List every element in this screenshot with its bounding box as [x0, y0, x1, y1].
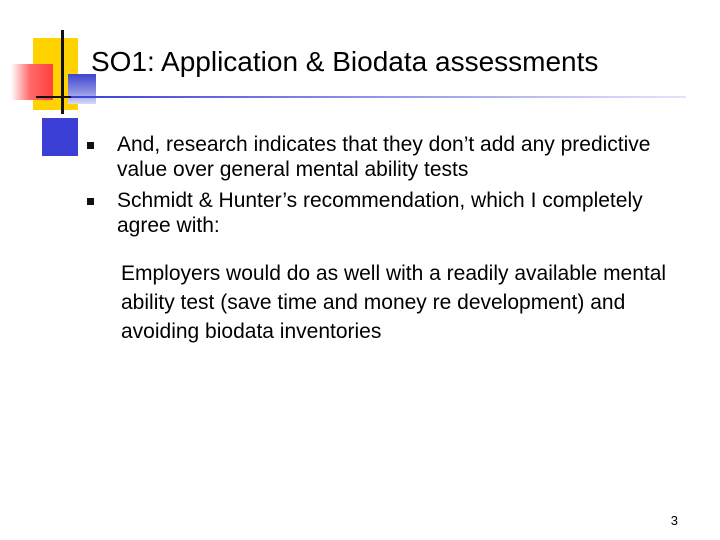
- decorative-vertical-line: [61, 30, 64, 114]
- bullet-item: [84, 188, 684, 238]
- bullet-text: Schmidt & Hunter’s recommendation, which I completely agree with:: [117, 189, 643, 237]
- bullet-item: [84, 132, 684, 182]
- decorative-horizontal-line: [36, 96, 72, 98]
- title-underline-rule: [71, 96, 686, 98]
- slide-title: SO1: Application & Biodata assessments: [91, 46, 599, 77]
- page-number: 3: [670, 513, 678, 528]
- sub-paragraph: Employers would do as well with a readily available mental ability test (save time and money re development) and avoiding biodata inventories: [121, 262, 667, 343]
- square-bullet-icon: [87, 198, 94, 205]
- bullet-text: And, research indicates that they don’t add any predictive value over general mental ability tests: [117, 133, 651, 181]
- decorative-blue-square: [42, 118, 78, 156]
- bullet-list: [84, 132, 684, 244]
- decorative-red-square: [11, 64, 53, 100]
- square-bullet-icon: [87, 142, 94, 149]
